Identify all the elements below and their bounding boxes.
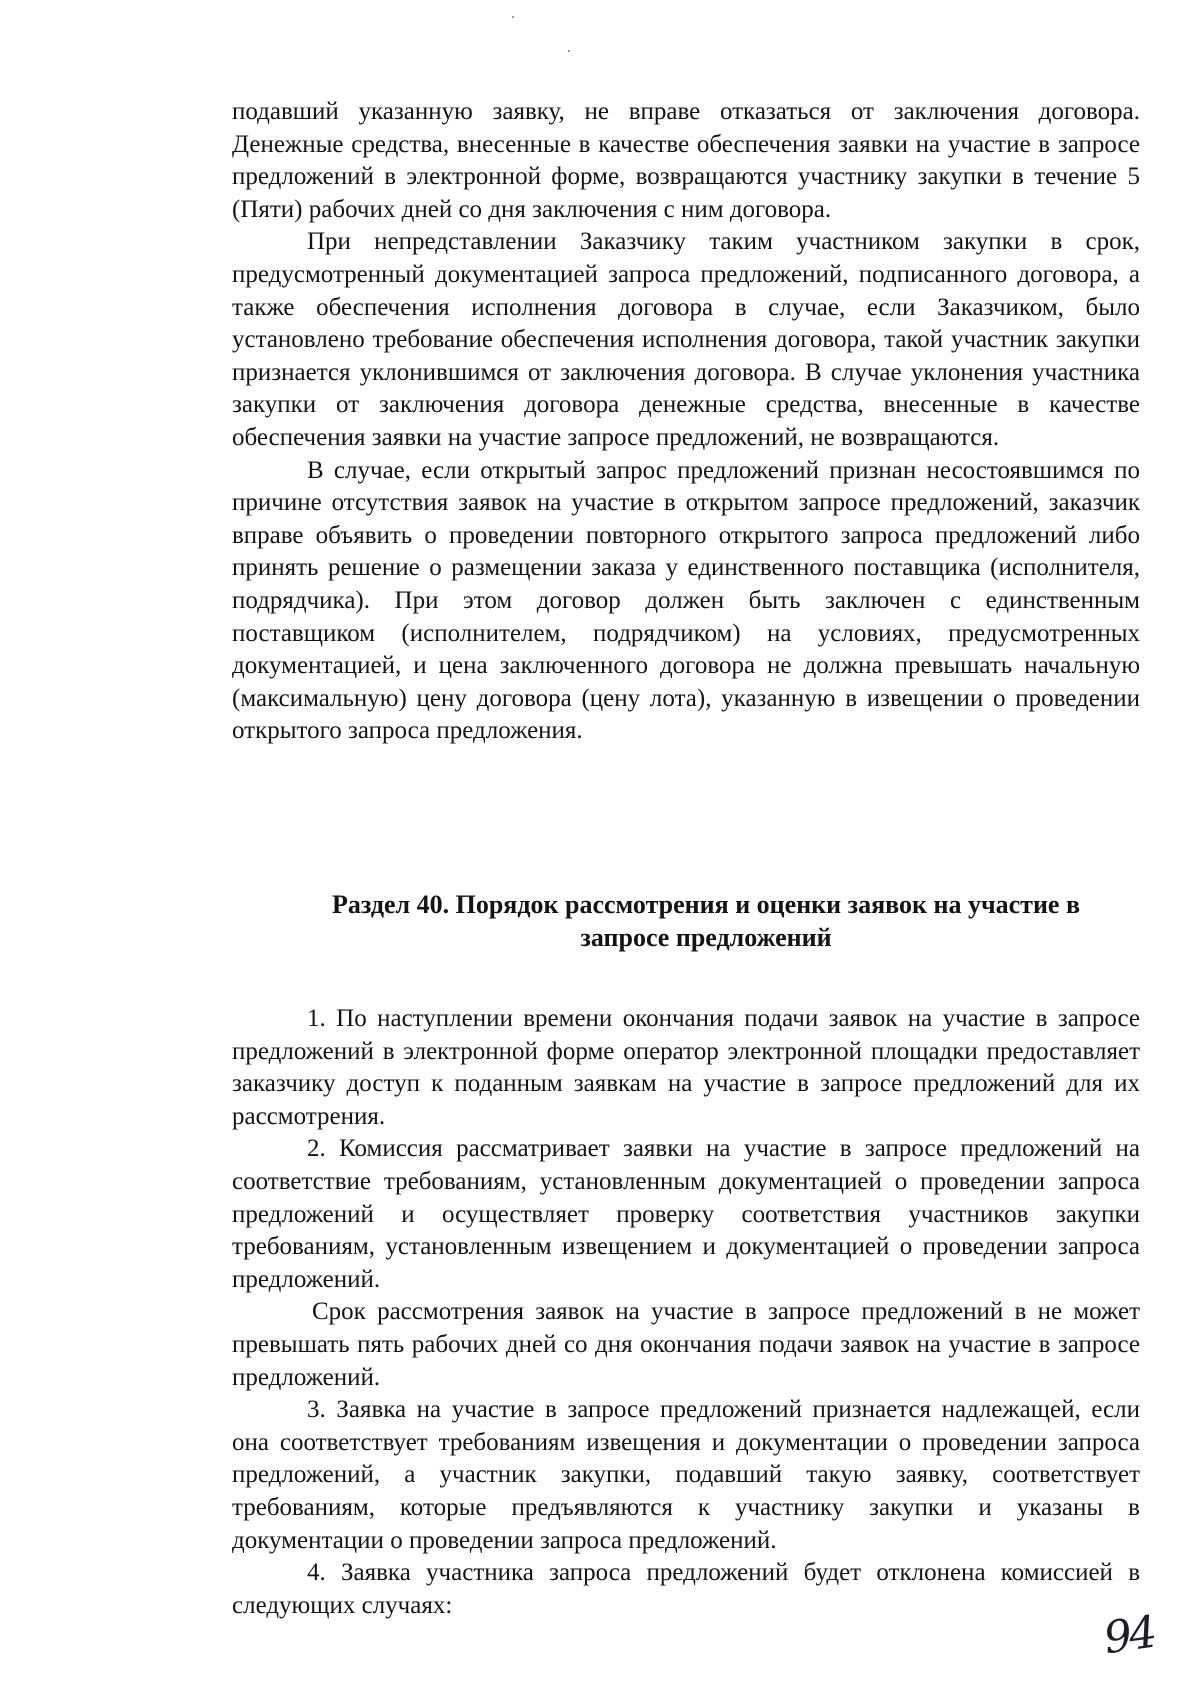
handwritten-page-number: 94 — [1100, 1606, 1158, 1665]
top-text-block — [232, 96, 1140, 748]
clause-1: 1. По наступлении времени окончания подачи заявок на участие в запросе предложений в электронной форме оператор электронной площадки предоставляет заказчику доступ к поданным заявкам на участие в запросе предложений для их рассмотрения. — [232, 1005, 1140, 1130]
scan-speck — [568, 50, 570, 52]
paragraph-continuation: подавший указанную заявку, не вправе отказаться от заключения договора. Денежные средства, внесенные в качестве обеспечения заявки на участие в запросе предложений в электронной форме, возвращаются участнику закупки в течение 5 (Пяти) рабочих дней со дня заключения с ним договора. — [232, 98, 1140, 223]
clause-2: 2. Комиссия рассматривает заявки на участие в запросе предложений на соответствие требованиям, установленным документацией о проведении запроса предложений и осуществляет проверку соответствия участников закупки требованиям, установленным извещением и документацией о проведении запроса предложений. — [232, 1135, 1140, 1293]
section-text-block — [232, 1003, 1140, 1622]
clause-2-deadline: Срок рассмотрения заявок на участие в запросе предложений в не может превышать пять рабочих дней со дня окончания подачи заявок на участие в запросе предложений. — [232, 1298, 1140, 1391]
paragraph-failed-request: В случае, если открытый запрос предложений признан несостоявшимся по причине отсутствия заявок на участие в открытом запросе предложений, заказчик вправе объявить о проведении повторного открытого запроса предложений либо принять решение о размещении заказа у единственного поставщика (исполнителя, подрядчика). При этом договор должен быть заключен с единственным поставщиком (исполнителем, подрядчиком) на условиях, предусмотренных документацией, и цена заключенного договора не должна превышать начальную (максимальную) цену договора (цену лота), указанную в извещении о проведении открытого запроса предложения. — [232, 456, 1140, 745]
section-heading-line-1: Раздел 40. Порядок рассмотрения и оценки заявок на участие в — [331, 890, 1081, 919]
paragraph-nonsubmission: При непредставлении Заказчику таким участником закупки в срок, предусмотренный документацией запроса предложений, подписанного договора, а также обеспечения исполнения договора в случае, если Заказчиком, было установлено требование обеспечения исполнения договора, такой участник закупки признается уклонившимся от заключения договора. В случае уклонения участника закупки от заключения договора денежные средства, внесенные в качестве обеспечения заявки на участие запросе предложений, не возвращаются. — [232, 228, 1140, 451]
clause-3: 3. Заявка на участие в запросе предложений признается надлежащей, если она соответствует требованиям извещения и документации о проведении запроса предложений, а участник закупки, подавший такую заявку, соответствует требованиям, которые предъявляются к участнику закупки и указаны в документации о проведении запроса предложений. — [232, 1396, 1140, 1554]
section-heading — [232, 888, 1140, 954]
section-heading-line-2: запросе предложений — [580, 923, 832, 952]
scan-speck — [512, 16, 514, 18]
clause-4: 4. Заявка участника запроса предложений будет отклонена комиссией в следующих случаях: — [232, 1559, 1140, 1619]
